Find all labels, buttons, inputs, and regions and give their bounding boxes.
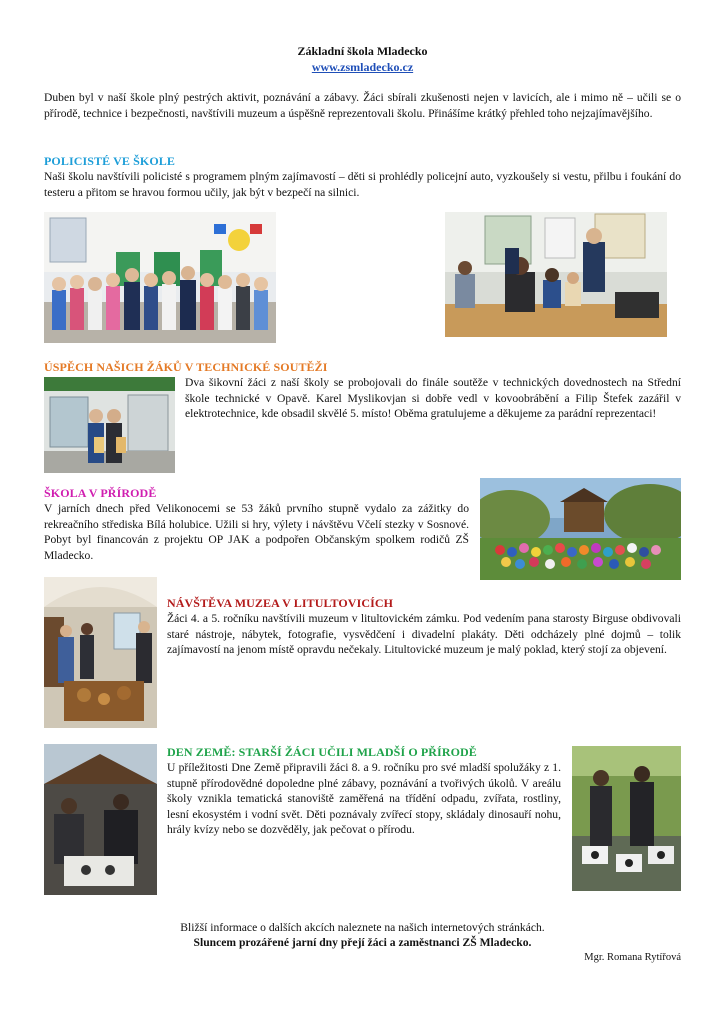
- heading-tech: ÚSPĚCH NAŠICH ŽÁKŮ V TECHNICKÉ SOUTĚŽI: [44, 360, 328, 374]
- nature-text: V jarních dnech před Velikonocemi se 53 žáků prvního stupně vydalo za zážitky do rekreačního střediska Bílá holubice. Užili si hry, výlety i návštěvu Včelí stezky v Sosnové. Pobyt byl financován z projektu OP JAK a podpořen Občanským spolkem rodičů ZŠ Mladecko.: [44, 502, 469, 562]
- heading-earth-day: DEN ZEMĚ: STARŠÍ ŽÁCI UČILI MLADŠÍ O PŘÍRODĚ: [167, 745, 477, 759]
- photo-earth-day-right: [572, 746, 681, 891]
- page-title: Základní škola Mladecko: [297, 44, 428, 58]
- tech-text: Dva šikovní žáci z naší školy se probojovali do finále soutěže v technických dovednostech na Střední škole technické v Opavě. Karel Myslikovjan si dobře vedl v kovoobrábění a Filip Štefek zazářil v elektrotechnice, kde obsadil skvělé 5. místo! Oběma gratulujeme a děkujeme za parádní reprezentaci!: [185, 376, 681, 421]
- website-link-wrap: [0, 60, 725, 75]
- police-text: Naši školu navštívili policisté s programem plným zajímavostí – děti si prohlédly policejní auto, vyzkoušely si vestu, přilbu i foukání do testeru a přitom se hravou formou učily, jak být v bezpečí na silnici.: [44, 170, 681, 199]
- photo-nature-group: [480, 478, 681, 580]
- photo-tech-students: [44, 377, 175, 473]
- signature: Mgr. Romana Rytířová: [584, 952, 681, 963]
- earth-day-text: U příležitosti Dne Země připravili žáci 8. a 9. ročníku pro své mladší spolužáky z 1. stupně přírodovědné dopoledne plné zábavy, poznávání a tvořivých úkolů. V areálu školy vznikla tematická stanoviště zaměřená na třídění odpadu, zvířata, rostliny, lesní ekosystém i vodní svět. Děti poznávaly zvířecí stopy, skládaly dinosauří nohu, hrály kvízy nebo se dozvěděly, jak pečovat o přírodu.: [167, 761, 561, 837]
- photo-police-group: [44, 212, 276, 343]
- footer-info: Bližší informace o dalších akcích naleznete na našich internetových stránkách.: [180, 921, 545, 934]
- photo-police-classroom: [445, 212, 667, 337]
- heading-nature: ŠKOLA V PŘÍRODĚ: [44, 486, 157, 500]
- footer-greeting: Sluncem prozářené jarní dny přejí žáci a zaměstnanci ZŠ Mladecko.: [193, 936, 532, 949]
- photo-museum: [44, 577, 157, 728]
- heading-museum: NÁVŠTĚVA MUZEA V LITULTOVICÍCH: [167, 596, 394, 610]
- photo-earth-day-left: [44, 744, 157, 895]
- heading-police: POLICISTÉ VE ŠKOLE: [44, 154, 175, 168]
- museum-text: Žáci 4. a 5. ročníku navštívili muzeum v litultovickém zámku. Pod vedením pana starosty Birguse obdivovali staré nástroje, nábytek, fotografie, vysvědčení i divadelní plakáty. Děti odcházely plné dojmů – tolik zajímavostí na jenom místě opravdu nečekaly. Litultovické muzeum je malý poklad, který stojí za objevení.: [167, 612, 681, 657]
- intro-text: Duben byl v naší škole plný pestrých aktivit, poznávání a zábavy. Žáci sbírali zkušenosti nejen v lavicích, ale i mimo ně – učili se o přírodě, technice i bezpečnosti, navštívili muzeum a úspěšně reprezentovali školu. Přinášíme krátký přehled toho nejzajímavějšího.: [44, 91, 681, 120]
- website-link[interactable]: www.zsmladecko.cz: [311, 60, 414, 74]
